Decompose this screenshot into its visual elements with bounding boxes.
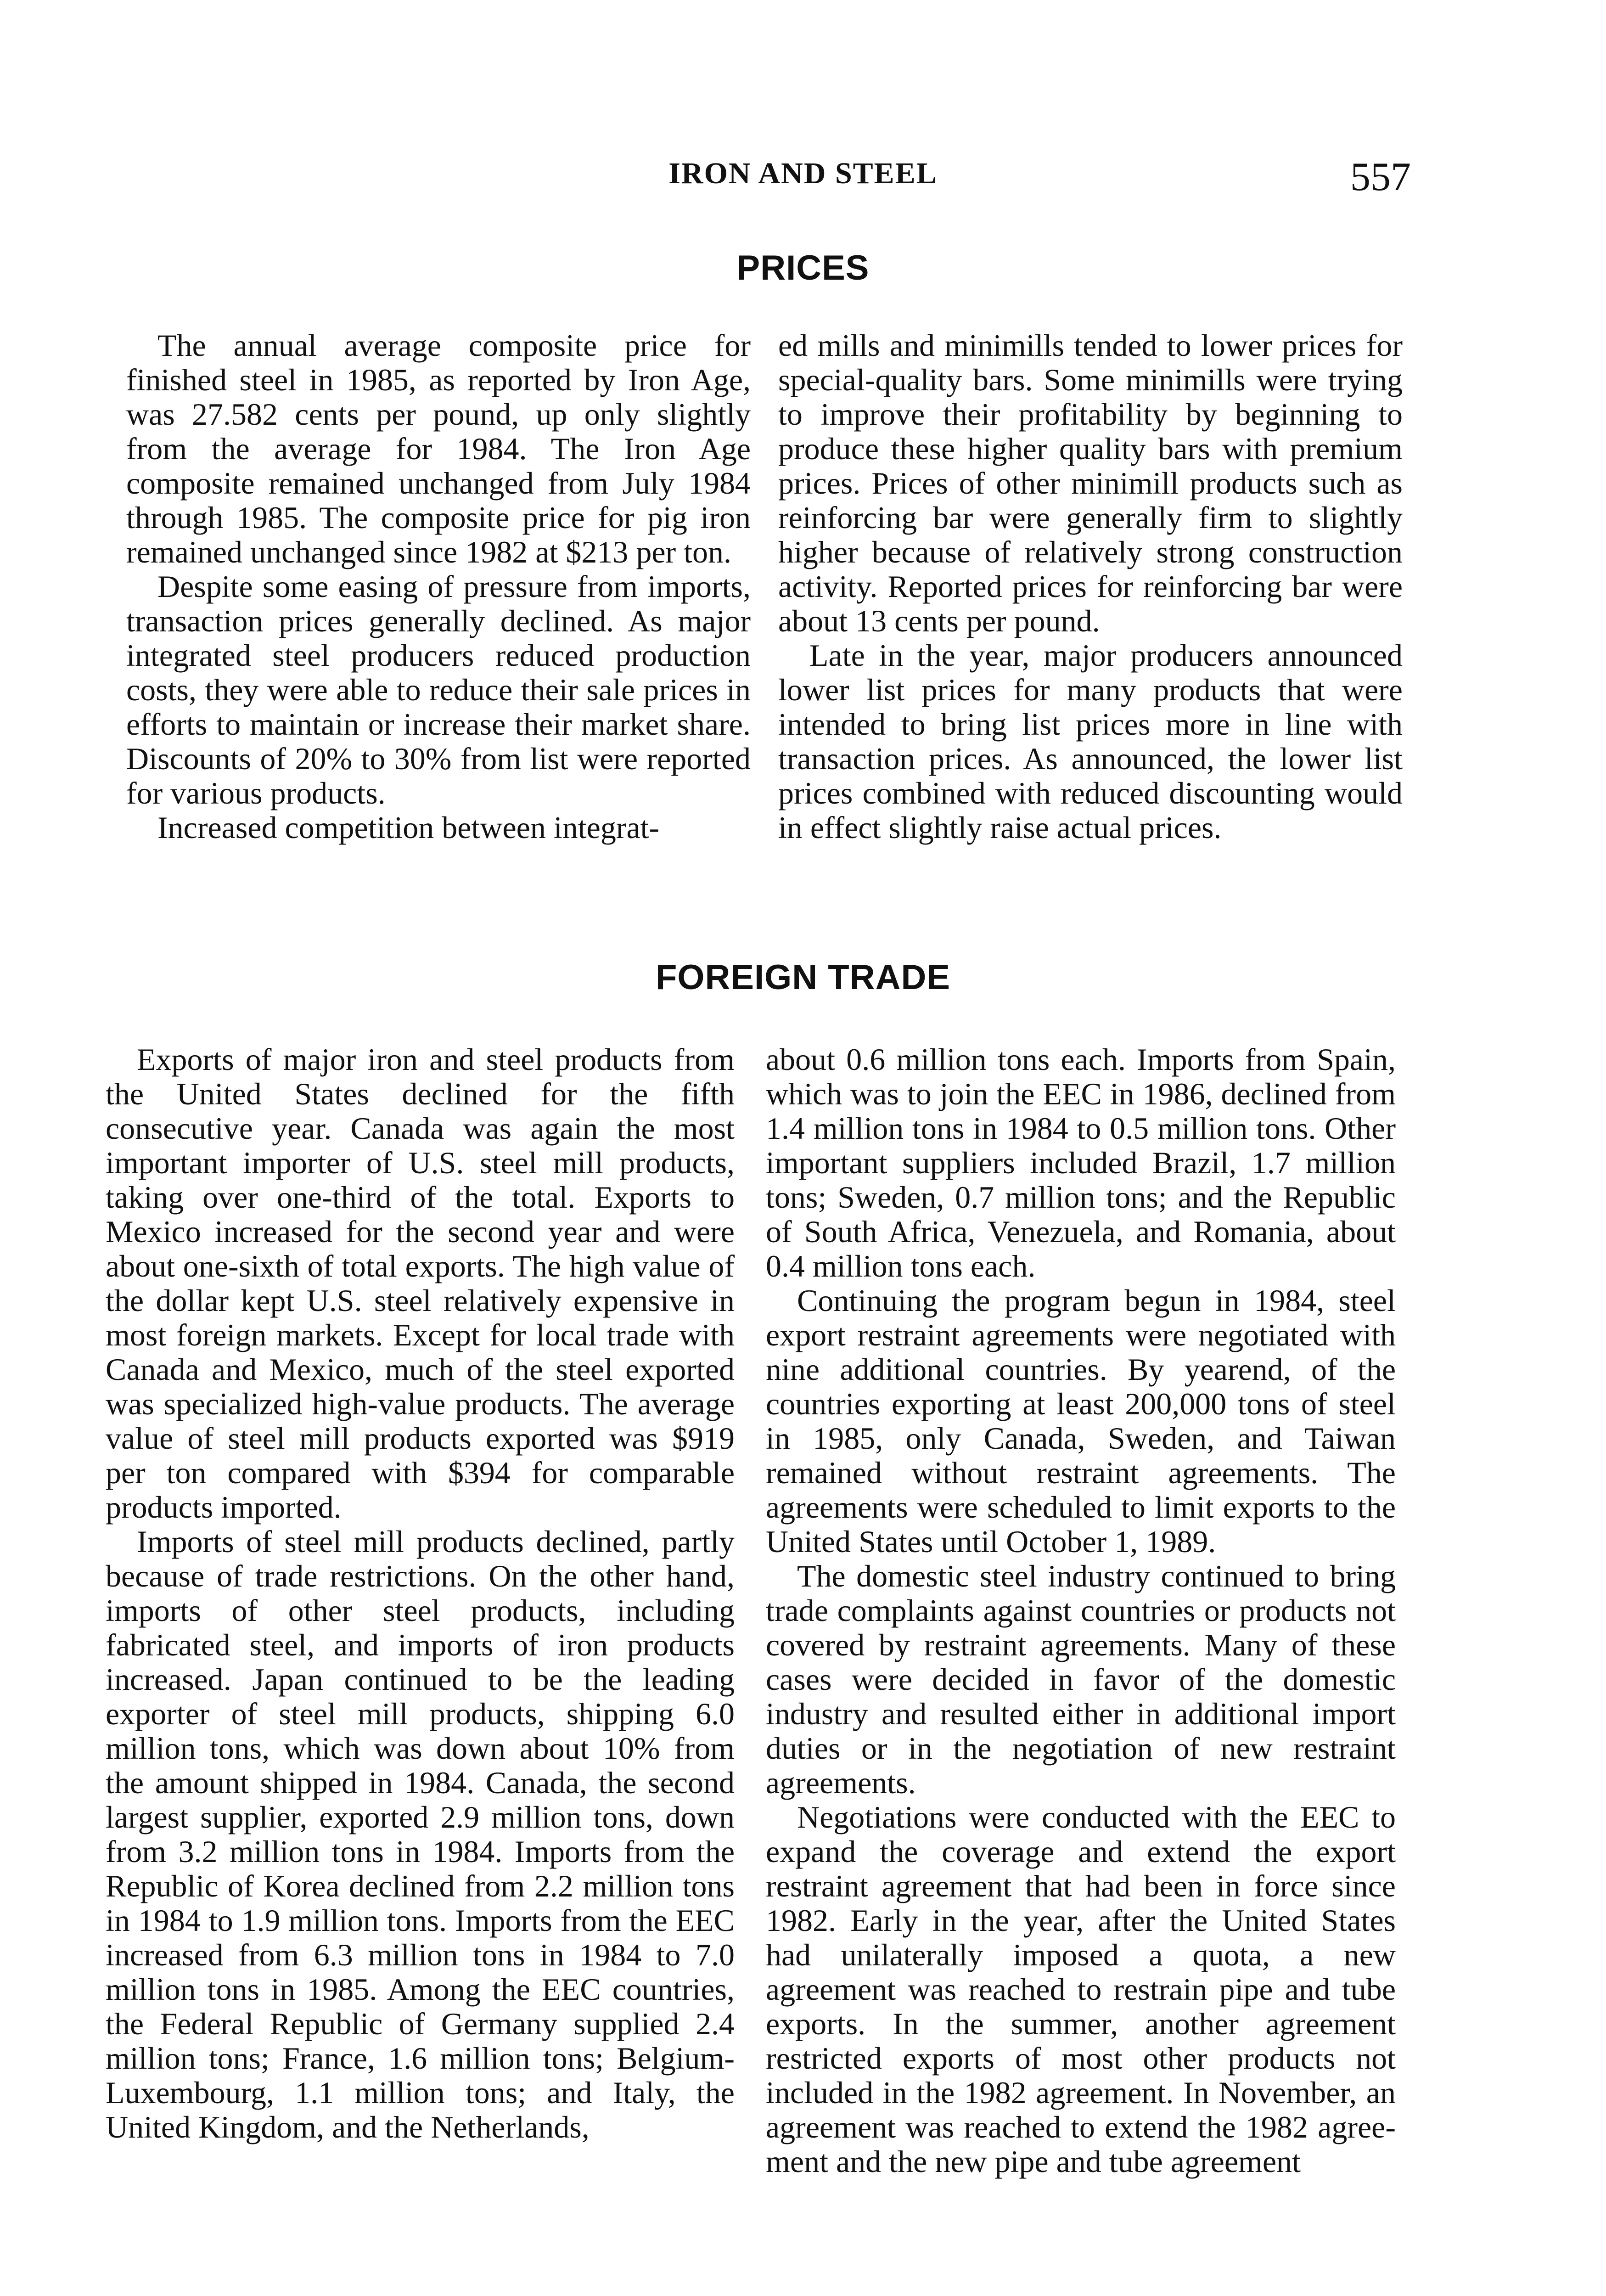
paragraph: Negotiations were conducted with the EEC to expand the coverage and extend the export restraint agreement that had been in force since 1982. Early in the year, after the United States had unilaterally imposed a quota, a new agreement was reached to restrain pipe and tube exports. In the summer, another agreement restricted exports of most other products not included in the 1982 agreement. In November, an agreement was reached to extend the 1982 agreement and the new pipe and tube agreement <box>766 1800 1396 2179</box>
paragraph-continuation: ed mills and minimills tended to lower prices for special-quality bars. Some minimills were trying to improve their profitability by beginning to produce these higher quality bars with premium prices. Prices of other minimill products such as reinforcing bar were generally firm to slightly higher because of relatively strong construction activity. Reported prices for reinforcing bar were about 13 cents per pound. <box>778 328 1403 638</box>
section-title-foreign-trade: FOREIGN TRADE <box>655 958 951 997</box>
paragraph: Exports of major iron and steel products from the United States declined for the fifth consecutive year. Canada was again the most important importer of U.S. steel mill products, taking over one-third of the total. Exports to Mexico increased for the second year and were about one-sixth of total exports. The high value of the dollar kept U.S. steel relatively expensive in most foreign markets. Except for local trade with Canada and Mexico, much of the steel exported was specialized high-value products. The average value of steel mill products exported was $919 per ton compared with $394 for comparable products imported. <box>106 1042 735 1525</box>
foreign-trade-left-column <box>106 1042 735 2144</box>
paragraph-continuation: about 0.6 million tons each. Imports from Spain, which was to join the EEC in 1986, declined from 1.4 million tons in 1984 to 0.5 million tons. Other important suppliers included Brazil, 1.7 million tons; Sweden, 0.7 million tons; and the Republic of South Africa, Venezuela, and Romania, about 0.4 million tons each. <box>766 1042 1396 1283</box>
prices-right-column <box>778 328 1403 845</box>
paragraph: The domestic steel industry continued to bring trade complaints against countries or products not covered by restraint agreements. Many of these cases were decided in favor of the domestic industry and resulted either in additional import duties or in the negotiation of new restraint agreements. <box>766 1559 1396 1800</box>
paragraph: The annual average composite price for finished steel in 1985, as reported by Iron Age, was 27.582 cents per pound, up only slightly from the average for 1984. The Iron Age composite remained unchanged from July 1984 through 1985. The composite price for pig iron remained unchanged since 1982 at $213 per ton. <box>126 328 751 569</box>
page-number: 557 <box>1350 155 1411 199</box>
paragraph: Increased competition between integrat- <box>157 810 660 845</box>
section-title-prices: PRICES <box>736 248 870 287</box>
running-head: IRON AND STEEL <box>668 157 938 190</box>
paragraph: Late in the year, major producers announced lower list prices for many products that were intended to bring list prices more in line with transaction prices. As announced, the lower list prices combined with reduced discounting would in effect slightly raise actual prices. <box>778 638 1403 845</box>
paragraph: Imports of steel mill products declined, partly because of trade restrictions. On the other hand, imports of other steel products, including fabricated steel, and imports of iron products increased. Japan continued to be the leading exporter of steel mill products, shipping 6.0 million tons, which was down about 10% from the amount shipped in 1984. Canada, the second largest supplier, exported 2.9 million tons, down from 3.2 million tons in 1984. Imports from the Republic of Korea declined from 2.2 million tons in 1984 to 1.9 million tons. Imports from the EEC increased from 6.3 million tons in 1984 to 7.0 million tons in 1985. Among the EEC countries, the Federal Republic of Germany supplied 2.4 million tons; France, 1.6 million tons; Belgium-Luxembourg, 1.1 million tons; and Italy, the United Kingdom, and the Netherlands, <box>106 1524 735 2144</box>
foreign-trade-right-column <box>766 1042 1396 2179</box>
paragraph: Despite some easing of pressure from imports, transaction prices generally declined. As major integrated steel producers reduced production costs, they were able to reduce their sale prices in efforts to maintain or increase their market share. Discounts of 20% to 30% from list were reported for various products. <box>126 569 751 810</box>
prices-left-column <box>126 328 751 845</box>
paragraph: Continuing the program begun in 1984, steel export restraint agreements were negotiated with nine additional countries. By yearend, of the countries exporting at least 200,000 tons of steel in 1985, only Canada, Sweden, and Taiwan remained without restraint agreements. The agreements were scheduled to limit exports to the United States until October 1, 1989. <box>766 1283 1396 1559</box>
